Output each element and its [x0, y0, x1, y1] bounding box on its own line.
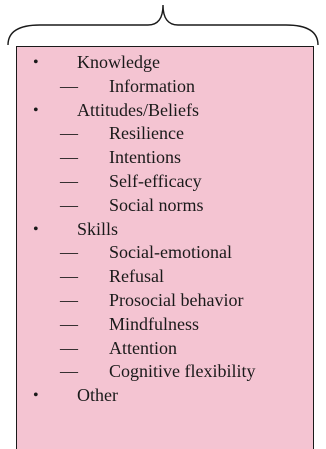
dash-icon: —	[60, 147, 78, 168]
dash-icon: —	[60, 170, 78, 191]
subcategory-label: Social-emotional	[109, 242, 232, 263]
bullet-icon: •	[33, 220, 39, 238]
category-label: Other	[77, 385, 118, 406]
category-item	[17, 99, 313, 123]
subcategory-item	[17, 265, 313, 289]
subcategory-item	[17, 75, 313, 99]
category-label: Attitudes/Beliefs	[77, 99, 199, 120]
dash-icon: —	[60, 313, 78, 334]
subcategory-item	[17, 194, 313, 218]
subcategory-item	[17, 122, 313, 146]
subcategory-item	[17, 146, 313, 170]
subcategory-item	[17, 337, 313, 361]
subcategory-item	[17, 289, 313, 313]
subcategory-item	[17, 241, 313, 265]
subcategory-label: Attention	[109, 337, 177, 358]
bullet-icon: •	[33, 54, 39, 71]
dash-icon: —	[60, 123, 78, 144]
category-list	[17, 51, 313, 408]
subcategory-item	[17, 313, 313, 337]
subcategory-label: Mindfulness	[109, 313, 199, 334]
category-label: Skills	[77, 218, 119, 239]
category-item	[17, 51, 313, 75]
subcategory-label: Resilience	[109, 123, 184, 144]
curly-brace	[0, 0, 326, 50]
subcategory-label: Self-efficacy	[109, 170, 202, 191]
subcategory-label: Social norms	[109, 194, 204, 215]
dash-icon: —	[60, 337, 78, 358]
dash-icon: —	[60, 194, 78, 215]
bullet-icon: •	[33, 101, 39, 119]
dash-icon: —	[60, 266, 78, 287]
subcategory-label: Refusal	[109, 266, 164, 287]
dash-icon: —	[60, 289, 78, 310]
subcategory-label: Cognitive flexibility	[109, 361, 256, 382]
subcategory-label: Intentions	[109, 147, 181, 168]
category-box	[16, 46, 314, 449]
subcategory-label: Information	[109, 75, 195, 96]
category-item	[17, 384, 313, 408]
dash-icon: —	[60, 242, 78, 263]
category-label: Knowledge	[77, 52, 160, 72]
dash-icon: —	[60, 75, 78, 96]
subcategory-item	[17, 360, 313, 384]
category-item	[17, 218, 313, 242]
bullet-icon: •	[33, 387, 39, 405]
dash-icon: —	[60, 361, 78, 382]
subcategory-item	[17, 170, 313, 194]
subcategory-label: Prosocial behavior	[109, 289, 244, 310]
